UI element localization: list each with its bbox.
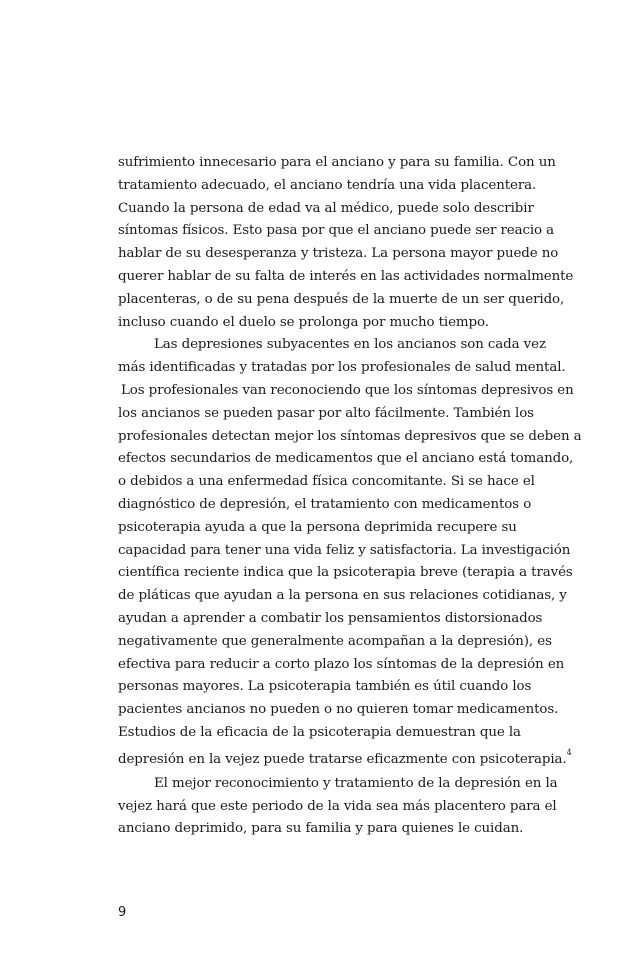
text-line: sufrimiento innecesario para el anciano y para su familia. Con un (118, 155, 556, 170)
text-line: Cuando la persona de edad va al médico, puede solo describir (118, 200, 534, 216)
text-line: Los profesionales van reconociendo que los síntomas depresivos en (121, 382, 574, 398)
page-number: 9 (118, 905, 127, 920)
text-line: efectiva para reducir a corto plazo los síntomas de la depresión en (118, 656, 565, 672)
text-line: personas mayores. La psicoterapia también es útil cuando los (118, 679, 532, 695)
text-line: científica reciente indica que la psicoterapia breve (terapia a través (118, 565, 573, 581)
text-line-with-footnote (118, 745, 572, 773)
text-line: tratamiento adecuado, el anciano tendría una vida placentera. (118, 177, 537, 193)
text-line: hablar de su desesperanza y tristeza. La persona mayor puede no (118, 246, 559, 262)
body-text (118, 152, 582, 841)
text-line: efectos secundarios de medicamentos que el anciano está tomando, (118, 451, 574, 467)
text-line: negativamente que generalmente acompañan a la depresión), es (118, 633, 552, 649)
text-line: los ancianos se pueden pasar por alto fácilmente. También los (118, 405, 534, 421)
text-line: de pláticas que ayudan a la persona en sus relaciones cotidianas, y (118, 588, 567, 604)
text-line: querer hablar de su falta de interés en las actividades normalmente (118, 268, 574, 284)
text-line: o debidos a una enfermedad física concomitante. Si se hace el (118, 474, 535, 490)
text-line: placenteras, o de su pena después de la muerte de un ser querido, (118, 291, 565, 307)
text-line: psicoterapia ayuda a que la persona deprimida recupere su (118, 519, 517, 535)
text-line: depresión en la vejez puede tratarse eficazmente con psicoterapia. (118, 751, 567, 767)
text-line: capacidad para tener una vida feliz y satisfactoria. La investigación (118, 542, 571, 558)
text-line: El mejor reconocimiento y tratamiento de la depresión en la (154, 775, 558, 791)
text-line: pacientes ancianos no pueden o no quieren tomar medicamentos. (118, 702, 559, 718)
text-line: ayudan a aprender a combatir los pensamientos distorsionados (118, 610, 543, 626)
text-line: incluso cuando el duelo se prolonga por mucho tiempo. (118, 314, 489, 330)
text-line: vejez hará que este periodo de la vida sea más placentero para el (118, 798, 557, 814)
text-line: más identificadas y tratadas por los profesionales de salud mental. (118, 360, 566, 376)
text-line: profesionales detectan mejor los síntomas depresivos que se deben a (118, 428, 582, 444)
text-line: síntomas físicos. Esto pasa por que el anciano puede ser reacio a (118, 223, 555, 239)
text-line: anciano deprimido, para su familia y para quienes le cuidan. (118, 821, 524, 837)
text-line: Estudios de la eficacia de la psicoterapia demuestran que la (118, 724, 521, 740)
footnote-reference: 4 (566, 747, 572, 757)
text-line: diagnóstico de depresión, el tratamiento con medicamentos o (118, 496, 532, 512)
text-line: Las depresiones subyacentes en los ancianos son cada vez (154, 337, 546, 353)
